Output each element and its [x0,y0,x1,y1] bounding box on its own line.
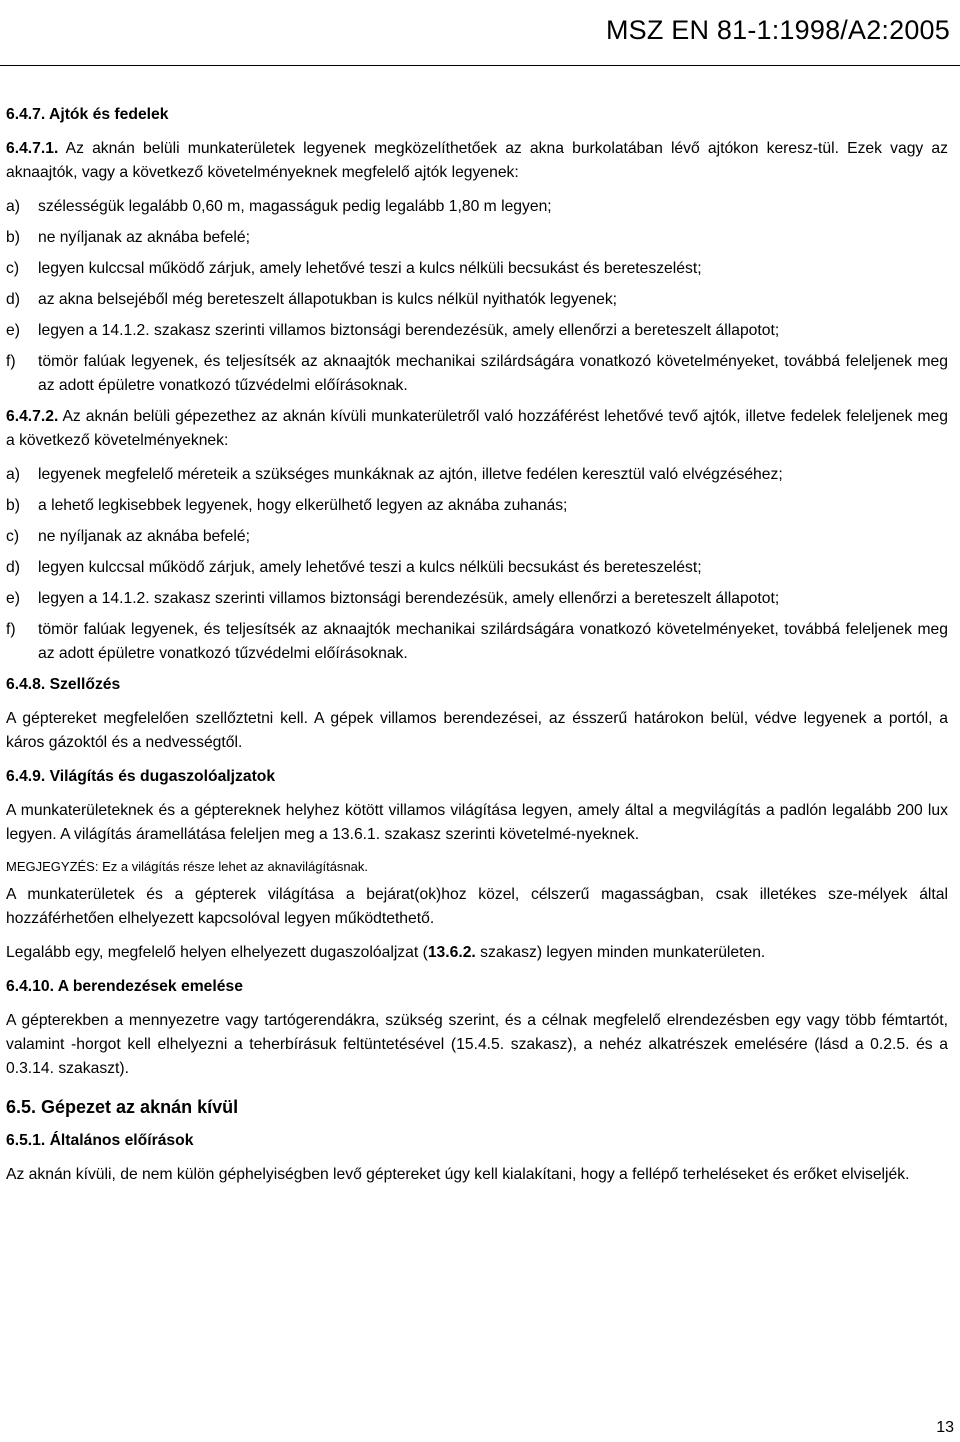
list-text: ne nyíljanak az aknába befelé; [38,528,250,545]
paragraph-ventilation: A géptereket megfelelően szellőztetni kell. A gépek villamos berendezései, az ésszerű határokon belül, védve legyenek a portól, a káros gázoktól és a nedvességtől. [6,710,948,751]
paragraph-6-4-7-2 [6,405,948,453]
list-text: legyenek megfelelő méreteik a szükséges munkáknak az ajtón, illetve fedélen keresztül való elvégzéséhez; [38,466,783,483]
list-marker: b) [6,229,20,246]
list-text: szélességük legalább 0,60 m, magasságuk pedig legalább 1,80 m legyen; [38,198,552,215]
list-marker: a) [6,466,20,483]
heading-6-5-1: 6.5.1. Általános előírások [6,1132,194,1149]
list-text: legyen kulccsal működő zárjuk, amely lehetővé teszi a kulcs nélküli becsukást és bereteszelést; [38,260,702,277]
list-text: ne nyíljanak az aknába befelé; [38,229,250,246]
list-marker: d) [6,291,20,308]
heading-6-4-7: 6.4.7. Ajtók és fedelek [6,106,169,123]
list-marker: f) [6,353,16,370]
list-item [6,257,948,281]
list-text: tömör falúak legyenek, és teljesítsék az aknaajtók mechanikai szilárdságára vonatkozó követelményeket, továbbá feleljenek meg az adott épületre vonatkozó tűzvédelmi előírásoknak. [38,353,948,394]
paragraph-number: 6.4.7.1. [6,140,59,157]
list-text: legyen kulccsal működő zárjuk, amely lehetővé teszi a kulcs nélküli becsukást és bereteszelést; [38,559,702,576]
list-item [6,195,948,219]
list-marker: e) [6,590,20,607]
list-item [6,288,948,312]
paragraph-socket [6,941,948,965]
list-marker: a) [6,198,20,215]
list-item [6,226,948,250]
list-6-4-7-2 [6,463,948,666]
heading-6-4-8: 6.4.8. Szellőzés [6,676,121,693]
page-number: 13 [936,1419,954,1436]
paragraph-6-4-7-1 [6,137,948,185]
list-text: az akna belsejéből még bereteszelt állapotukban is kulcs nélkül nyithatók legyenek; [38,291,618,308]
list-item [6,587,948,611]
list-marker: c) [6,260,20,277]
list-item [6,525,948,549]
paragraph-text: Az aknán belüli gépezethez az aknán kívüli munkaterületről való hozzáférést lehetővé tevő ajtók, illetve fedelek feleljenek meg a következő követelményeknek: [6,408,948,449]
list-item [6,319,948,343]
list-marker: d) [6,559,20,576]
list-item [6,494,948,518]
list-item [6,350,948,398]
document-body [6,103,948,1197]
paragraph-text: Az aknán belüli munkaterületek legyenek megközelíthetőek az akna burkolatában lévő ajtókon keresz-tül. Ezek vagy az aknaajtók, vagy a következő követelményeknek megfelelő ajtók legyenek: [6,140,948,181]
list-text: a lehető legkisebbek legyenek, hogy elkerülhető legyen az aknába zuhanás; [38,497,568,514]
list-text: legyen a 14.1.2. szakasz szerinti villamos biztonsági berendezésük, amely ellenőrzi a bereteszelt állapotot; [38,590,780,607]
list-marker: b) [6,497,20,514]
list-marker: c) [6,528,20,545]
socket-text-post: szakasz) legyen minden munkaterületen. [475,944,766,961]
list-item [6,463,948,487]
heading-6-4-9: 6.4.9. Világítás és dugaszolóaljzatok [6,768,276,785]
paragraph-lighting-1: A munkaterületeknek és a géptereknek helyhez kötött villamos világítása legyen, amely által a megvilágítás a padlón legalább 200 lux legyen. A világítás áramellátása feleljen meg a 13.6.1. szakasz szerinti követelmé-nyeknek. [6,802,948,843]
list-item [6,618,948,666]
socket-text-pre: Legalább egy, megfelelő helyen elhelyezett dugaszolóaljzat ( [6,944,428,961]
heading-6-5: 6.5. Gépezet az aknán kívül [6,1097,239,1117]
list-text: tömör falúak legyenek, és teljesítsék az aknaajtók mechanikai szilárdságára vonatkozó követelményeket, továbbá feleljenek meg az adott épületre vonatkozó tűzvédelmi előírásoknak. [38,621,948,662]
list-item [6,556,948,580]
paragraph-general: Az aknán kívüli, de nem külön géphelyiségben levő géptereket úgy kell kialakítani, hogy a fellépő terheléseket és erőket elviseljék. [6,1166,910,1183]
header-rule [0,65,960,66]
paragraph-lifting: A gépterekben a mennyezetre vagy tartógerendákra, szükség szerint, és a célnak megfelelő elrendezésben egy vagy több fémtartót, valamint -horgot kell elhelyezni a teherbírásuk feltüntetésével (15.4.5. szakasz), a nehéz alkatrészek emelésére (lásd a 0.2.5. és a 0.3.14. szakaszt). [6,1012,948,1077]
list-text: legyen a 14.1.2. szakasz szerinti villamos biztonsági berendezésük, amely ellenőrzi a bereteszelt állapotot; [38,322,780,339]
list-marker: f) [6,621,16,638]
list-marker: e) [6,322,20,339]
paragraph-number: 6.4.7.2. [6,408,59,425]
paragraph-lighting-2: A munkaterületek és a gépterek világítása a bejárat(ok)hoz közel, célszerű magasságban, csak illetékes sze-mélyek által hozzáférhetően elhelyezett kapcsolóval legyen működtethető. [6,886,948,927]
note: MEGJEGYZÉS: Ez a világítás része lehet az aknavilágításnak. [6,859,368,874]
socket-reference: 13.6.2. [427,944,476,961]
list-6-4-7-1 [6,195,948,398]
document-id: MSZ EN 81-1:1998/A2:2005 [605,15,950,45]
heading-6-4-10: 6.4.10. A berendezések emelése [6,978,243,995]
